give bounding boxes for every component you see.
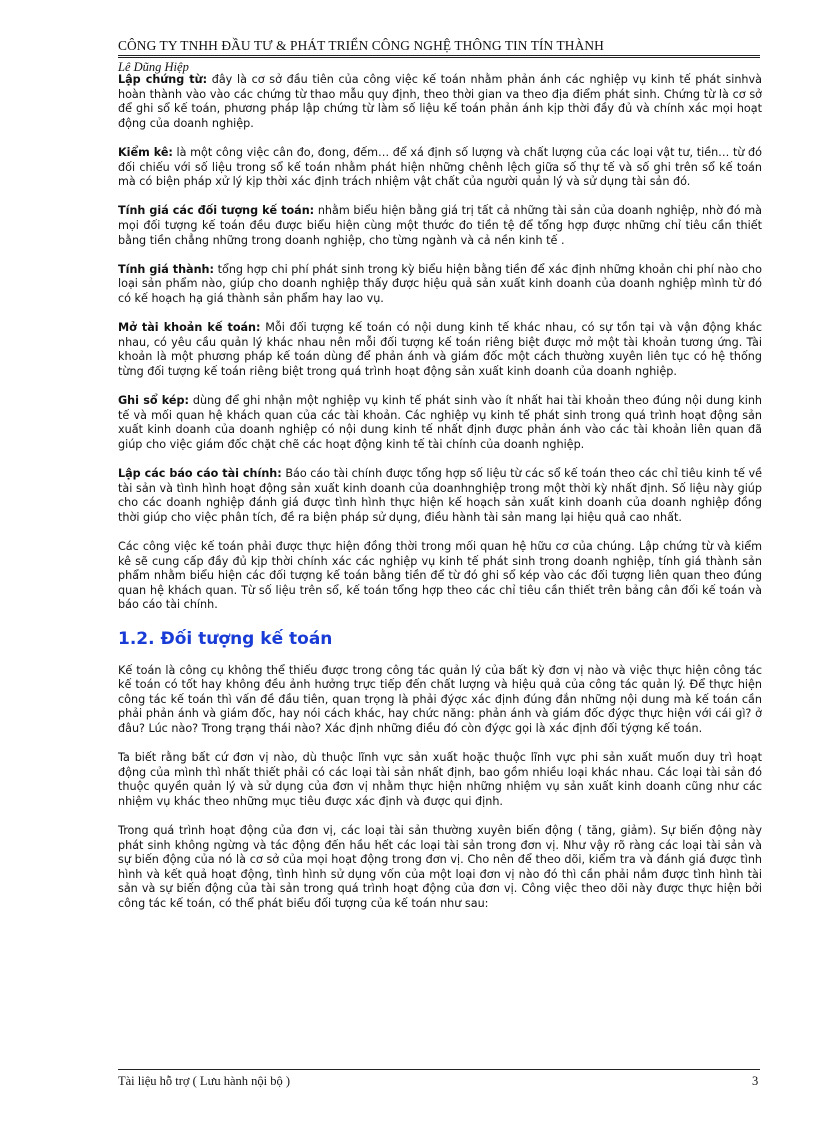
header-divider xyxy=(118,55,760,58)
paragraph-mo-tai-khoan xyxy=(118,321,762,379)
footer-text: Tài liệu hỗ trợ ( Lưu hành nội bộ ) xyxy=(118,1074,291,1088)
page-number: 3 xyxy=(752,1074,759,1088)
term: Lập các báo cáo tài chính: xyxy=(118,467,282,481)
paragraph-ghi-so-kep xyxy=(118,394,762,452)
paragraph-tinh-gia-doi-tuong xyxy=(118,204,762,248)
footer-divider xyxy=(118,1069,760,1070)
paragraph-text: Các công việc kế toán phải được thực hiện đồng thời trong mối quan hệ hữu cơ của chúng. Lập chứng từ và kiểm kê sẽ cung cấp đầy đủ kịp thời chính xác các nghiệp vụ kinh tế phát sinh trong doanh nghiệp, tính giá thành sản phẩm nhằm biểu hiện các đối tượng kế toán bằng tiền để từ đó ghi sổ kép vào các đối tượng liên quan theo đúng quan hệ khách quan. Từ số liệu trên sổ, kế toán tổng hợp theo các chỉ tiêu cần thiết trên bảng cân đối kế toán và báo cáo tài chính. xyxy=(118,540,762,612)
section-paragraph: Kế toán là công cụ không thể thiếu được trong công tác quản lý của bất kỳ đơn vị nào và việc thực hiện công tác kế toán có tốt hay không đều ảnh hưởng trực tiếp đến chất lượng và hiệu quả của công tác quản lý. Để thực hiện công tác kế toán thì vấn đề đầu tiên, quan trọng là phải đýợc xác định đúng đắn những nội dung mà kế toán cần phải phản ánh và giám đốc, hay nói cách khác, hay chức năng: phản ánh và giám đốc đýợc thực hiện với cái gì? ở đâu? Lúc nào? Trong trạng thái nào? Xác định những điều đó còn đýợc gọi là xác định đối týợng kế toán. xyxy=(118,663,762,735)
term: Lập chứng từ: xyxy=(118,73,208,86)
paragraph-text: dùng để ghi nhận một nghiệp vụ kinh tế phát sinh vào ít nhất hai tài khoản theo đúng nội dung kinh tế và mối quan hệ khách quan của các tài khoản. Các nghiệp vụ kinh tế phát sinh trong quá trình hoạt động sản xuất kinh doanh của doanh nghiệp có nội dung kinh tế nhất định được phản ánh vào các tài khoản liên quan đã giúp cho việc giám đốc chặt chẽ các hoạt động kinh tế tài chính của doanh nghiệp. xyxy=(118,394,763,451)
paragraph-text: Báo cáo tài chính được tổng hợp số liệu từ các sổ kế toán theo các chỉ tiêu kinh tế về tài sản và tình hình hoạt động sản xuất kinh doanh của doanhnghiệp trong một thời kỳ nhất định. Số liệu này giúp cho các doanh nghiệp đánh giá được tình hình thực hiện kế hoạch sản xuất kinh doanh của doanh nghiệp đồng thời giúp cho việc phân tích, đề ra biện pháp sử dụng, điều hành tài sản mang lại hiệu quả cao nhất. xyxy=(118,467,762,524)
term: Ghi sổ kép: xyxy=(118,394,189,408)
author-name: Lê Dũng Hiệp xyxy=(118,60,189,74)
term: Tính giá thành: xyxy=(118,262,214,276)
document-body xyxy=(118,73,762,926)
paragraph-text: đây là cơ sở đầu tiên của công việc kế toán nhằm phản ánh các nghiệp vụ kinh tế phát sinhvà hoàn thành vào vào các chứng từ thao mẫu quy định, theo thời gian va theo địa điểm phát sinh. Chứng từ là cơ sở để ghi sổ kế toán, phương pháp lập chứng từ làm số liệu kế toán phản ánh kịp thời đầy đủ và chính xác mọi hoạt động của doanh nghiệp. xyxy=(118,73,762,130)
paragraph-text: tổng hợp chi phí phát sinh trong kỳ biểu hiện bằng tiền để xác định những khoản chi phí nào cho loại sản phẩm nào, giúp cho doanh nghiệp thấy được hiệu quả sản xuất kinh doanh của doanh nghiệp mình từ đó có kế hoạch hạ giá thành sản phẩm hay lao vụ. xyxy=(118,262,762,305)
paragraph-bao-cao-tai-chinh xyxy=(118,467,762,525)
term: Tính giá các đối tượng kế toán: xyxy=(118,204,315,218)
section-paragraph: Ta biết rằng bất cứ đơn vị nào, dù thuộc lĩnh vực sản xuất hoặc thuộc lĩnh vực phi sản xuất muốn duy trì hoạt động của mình thì nhất thiết phải có các loại tài sản nhất định, bao gồm nhiều loại khác nhau. Các loại tài sản đó thuộc quyền quản lý và sử dụng của đơn vị nhằm thực hiện những nhiệm vụ sản xuất kinh doanh cũng như các nhiệm vụ khác theo những mục tiêu được xác định và được qui định. xyxy=(118,751,762,808)
paragraph-lap-chung-tu xyxy=(118,73,762,131)
paragraph-tinh-gia-thanh xyxy=(118,263,762,307)
paragraph-text: Mỗi đối tượng kế toán có nội dung kinh tế khác nhau, có sự tồn tại và vận động khác nhau, có yêu cầu quản lý khác nhau nên mỗi đối tượng kế toán riêng biệt được mở một tài khoản tương ứng. Tài khoản là một phương pháp kế toán dùng để phản ánh và giám đốc một cách thường xuyên liên tục có hệ thống từng đối tượng kế toán riêng biệt trong quá trình hoạt động sản xuất kinh doanh của doanh nghiệp. xyxy=(118,321,762,378)
section-paragraph: Trong quá trình hoạt động của đơn vị, các loại tài sản thường xuyên biến động ( tăng, giảm). Sự biến động này phát sinh không ngừng và tác động đến hầu hết các loại tài sản trong đơn vị. Như vậy rõ ràng các loại tài sản và sự biến động của nó là cơ sở của mọi hoạt động trong đơn vị. Cho nên để theo dõi, kiểm tra và đánh giá được tình hình và kết quả hoạt động, tình hình sử dụng vốn của một loại đơn vị nào đó thì cần phải nắm được tình hình tài sản và sự biến động của tài sản trong quá trình hoạt động của đơn vị. Công việc theo dõi này được thực hiện bởi công tác kế toán, có thể phát biểu đối tượng của kế toán như sau: xyxy=(118,824,762,911)
section-heading: 1.2. Đối tượng kế toán xyxy=(118,628,333,649)
term: Kiểm kê: xyxy=(118,145,173,159)
paragraph-text: là một công việc cân đo, đong, đếm… để xá định số lượng và chất lượng của các loại vật tư, tiền… từ đó đối chiếu với số liệu trong sổ kế toán nhằm phát hiện những chênh lệch giữa số thự tế và số ghi trên sổ kế toán mà có biện pháp xử lý kịp thời xác định trách nhiệm vật chất của người quản lý và sử dụng tài sản đó. xyxy=(118,145,762,189)
paragraph-summary xyxy=(118,540,762,613)
paragraph-text: nhằm biểu hiện bằng giá trị tất cả những tài sản của doanh nghiệp, nhờ đó mà mọi đối tượng kế toán đều được biểu hiện cùng một thước đo tiền tệ để tổng hợp được những chỉ tiêu cần thiết bằng tiền chẳng những trong doanh nghiệp, cho từng ngành và cả nền kinh tế . xyxy=(118,204,762,247)
paragraph-kiem-ke xyxy=(118,146,762,190)
page-header: CÔNG TY TNHH ĐẦU TƯ & PHÁT TRIỂN CÔNG NGHỆ THÔNG TIN TÍN THÀNH xyxy=(118,38,604,53)
term: Mở tài khoản kế toán: xyxy=(118,321,261,335)
